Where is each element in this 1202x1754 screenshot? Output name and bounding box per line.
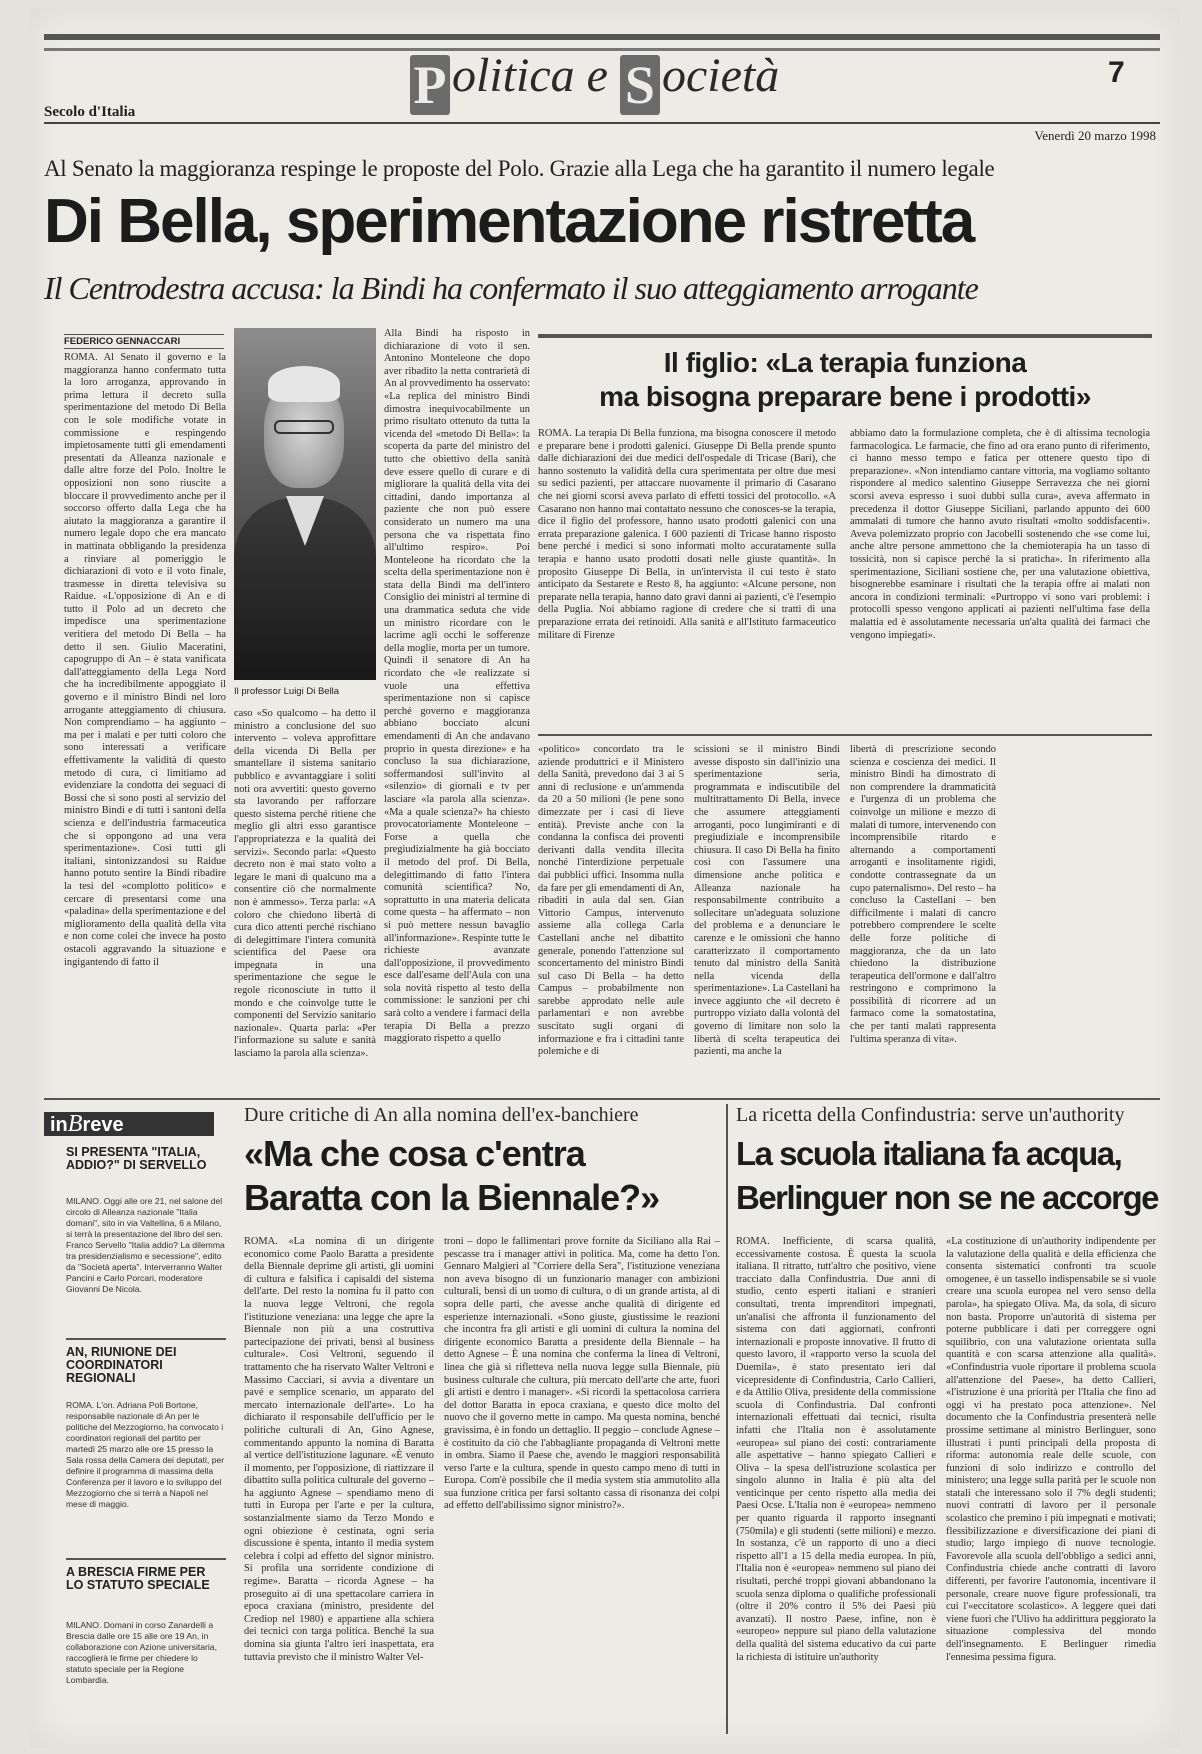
son-box-rule-top — [538, 334, 1152, 338]
scuola-headline-line-2: Berlinguer non se ne accorge — [736, 1179, 1158, 1216]
masthead-rule-top — [44, 34, 1160, 40]
son-box-title — [538, 346, 1152, 414]
section-title — [410, 48, 830, 122]
main-headline: Di Bella, sperimentazione ristretta — [44, 187, 974, 256]
son-box-col-1 — [538, 428, 836, 728]
son-box-text-2: abbiamo dato la formulazione completa, che è di altissima tecnologia farmacologica. Le farmacie, che fino ad ora erano punto di riferimento, ci hanno messo tempo e fatica per ottenere questo tipo di preparazione». «Non intendiamo cantare vittoria, ma vogliamo soltanto rispondere al medico salentino Giuseppe Serravezza che nei giorni scorsi aveva espresso i suoi dubbi sulla cura», aveva affermato in precedenza il dottor Giuseppe Siciliani, parlando appunto dei 600 ammalati di tumore che hanno avuto risultati «molto soddisfacenti». Aveva polemizzato proprio con Jacobelli sostenendo che «se come lui, anche altre persone ammettono che la chemioterapia ha un tasso di tossicità, non si capisce perché la si praticha». In riferimento alla sperimentazione, Siciliani sostiene che, per una valutazione obiettiva, bisognerebbe esaminare i risultati che la terapia offre ai malati non ancora in condizioni terminali: «Purtroppo vi sono vari problemi: i protocolli spesso vengono applicati ai pazienti nell'ultima fase della malattia ed è assolutamente necessaria un'alta qualità dei farmaci che vengono impiegati». — [850, 428, 1150, 641]
scuola-headline — [736, 1132, 1166, 1220]
biennale-headline-line-2: Baratta con la Biennale?» — [244, 1177, 660, 1218]
section-title-part1: olitica e — [452, 49, 620, 102]
scuola-headline-line-1: La scuola italiana fa acqua, — [736, 1135, 1122, 1172]
scuola-text-1: ROMA. Inefficiente, di scarsa qualità, eccessivamente costosa. È questa la scuola italiana. Il ritratto, tutt'altro che positivo, viene tracciato dalla Confindustria. Due anni di studio, cento esperti italiani e stranieri consultati, trenta imprenditori impegnati, un'analisi che affronta il funzionamento del sistema con dati aggiornati, confronti internazionali e proposte innovative. Il frutto di questo lavoro, il «rapporto verso la scuola del Duemila», è stato presentato ieri dal vicepresidente di Confindustria, Carlo Callieri, e da Attilio Oliva, presidente della commissione scuola di Confindustria. Dal confronti internazionali effettuati dai tecnici, risulta infatti che l'Italia non è assolutamente «europea» sul piano dei costi: contrariamente alle aspettative – hanno spiegato Callieri e Oliva – la spesa dell'istruzione scolastica per singolo alunno in Italia è più alta del venticinque per cento rispetto alla media dei Paesi Ocse. L'Italia non è «europea» nemmeno per quanto riguarda il rapporto insegnanti (750mila) e gli studenti (sette milioni) e mezzo. In sostanza, c'è un rapporto di uno a dieci rispetto all'1 a 15 della media europea. In più, l'Italia non è «europea» nemmeno sul piano dei risultati, perché troppi giovani abbandonano la scuola senza diploma o qualifiche professionali (oltre il 20% contro il 5% dei Paesi più avanzati). Il nostro Paese, infine, non è «europeo» neppure sul piano della valutazione della qualità del sistema educativo da cui parte la richiesta di istituire un'authority — [736, 1236, 936, 1663]
scuola-text-2: «La costituzione di un'authority indipendente per la valutazione della qualità e della efficienza che consenta sistematici confronti tra scuole omogenee, è un tassello indispensabile se si vuole creare una scuola europea nel vero senso della parola», ha spiegato Oliva. Ma, da sola, di sicuro non basta. Proporre un'autorità di sistema per poterne pubblicare i dati per correggere ogni squilibrio, con una valutazione orientata sulla quantità e con scarsa attenzione alla qualità». «Confindustria vuole riportare il problema scuola all'attenzione del Paese», ha detto Callieri, «l'istruzione è una priorità per l'Italia che fino ad oggi vi ha prestato poca attenzione». Nel documento che la Confindustria presenterà nelle prossime settimane al ministro Berlinguer, sono illustrati i punti principali della proposta di riforma: autonomia reale delle scuole, con funzioni di solo indirizzo e controllo del ministero; una legge sulla parità per le scuole non statali che interessano solo il 7% degli studenti; nuovi contratti di lavoro per il personale scolastico che premino i più impegnati e motivati; flessibilizzazione e diversificazione dei piani di studio; largo impiego di nuove tecnologie. Favorevole alla scuola dell'obbligo a sedici anni, Confindustria chiede anche contratti di lavoro differenti, per favorire l'autonomia, incentivare il personale, creare nuove figure professionali, tra cui l'«eccitatore scolastico». A leggere quei dati viene fuori che l'Ulivo ha addirittura peggiorato la situazione complessiva del mondo dell'insegnamento. E Berlinguer rimedia l'ennesima pessima figura. — [946, 1236, 1156, 1663]
section-title-initial-s: S — [620, 55, 660, 115]
son-box-col-2 — [850, 428, 1150, 728]
portrait-hair — [268, 366, 340, 402]
main-article-col-3 — [384, 328, 530, 1092]
son-box-title-line-1: Il figlio: «La terapia funziona — [663, 347, 1027, 378]
in-breve-header — [44, 1112, 214, 1136]
photo-caption: Il professor Luigi Di Bella — [234, 686, 340, 697]
brief-3-title: A BRESCIA FIRME PER LO STATUTO SPECIALE — [66, 1565, 210, 1592]
main-article-col-1 — [64, 352, 226, 1092]
biennale-text-1: ROMA. «La nomina di un dirigente economico come Paolo Baratta a presidente della Biennale deprime gli artisti, gli uomini di cultura e falsifica i capisaldi del sistema dell'arte. Del resto la nomina fu il patto con la nuova legge Veltroni, che regola l'istituzione veneziana: una legge che apre la Biennale non più a una costruttiva partecipazione dei privati, bensì al business culturale». Così Veltroni, seguendo il trattamento che ha riservato Walter Veltroni e Massimo Cacciari, si avvia a diventare un pavé e semplice scenario, un apparato del mercato internazionale dell'arte». Lo ha dichiarato il responsabile dell'ufficio per le politiche culturali di An, Gino Agnese, commentando appunto la nomina di Baratta al vertice dell'istituzione lagunare. «È venuto il momento, per l'opposizione, di riattizzare il dibattito sulla politica culturale del governo – ha aggiunto Agnese – spendiamo meno di tutti in Europa per l'arte e per la cultura, sostanzialmente siamo da Terzo Mondo e ogni obiezione è cestinata, ogni seria discussione è spenta, intanto il media system celebra i colpi ad effetto del signor ministro. Si profila una sorridente condizione di regime». Baratta – ricorda Agnese – ha proseguito ai di una spettacolare carriera in epoca craxiana (ministro, presidente del Crediop nel 1980) e appartiene alla schiera dei tecnici con targa politica. Benché la sua domina sia giunta l'altro ieri inaspettata, era tuttavia previsto che il ministro Walter Vel- — [244, 1236, 434, 1663]
brief-divider-1 — [66, 1338, 226, 1340]
newspaper-name: Secolo d'Italia — [44, 104, 136, 120]
brief-1-body: MILANO. Oggi alle ore 21, nel salone del circolo di Alleanza nazionale "Italia domani", sito in via Valtellina, 6 a Milano, si terrà la presentazione del libro del sen. Franco Servello "Italia addio? La dilemma tra presidenzialismo e secessione", edito da "Società aperta". Interverranno Walter Pancini e Carlo Porcari, moderatore Giovanni De Nicola. — [66, 1196, 225, 1294]
main-article-text-3: Alla Bindi ha risposto in dichiarazione di voto il sen. Antonino Monteleone che dopo aver ribadito la netta contrarietà di An al provvedimento ha osservato: «La replica del ministro Bindi dimostra inequivocabilmente un primo risultato ottenuto da tutta la vicenda del «metodo Di Bella»: la scoperta da parte del ministro del tutto che obiettivo della sanità deve essere quello di curare e di migliorare la qualità della vita dei cittadini, dando importanza al paziente che non può essere considerato un numero ma una persona che va rispettata fino all'ultimo respiro». Poi Monteleone ha ricordato che la scelta della sperimentazione non è stata della Bindi ma dell'intero Consiglio dei ministri al termine di una drammatica seduta che vide un ministro ricordare con le lacrime agli occhi le sofferenze della moglie, morta per un tumore. Quindi il senatore di An ha ricordato che «le realizzate si vuole una effettiva sperimentazione non si capisce perché governo e maggioranza abbiano bocciato alcuni emendamenti di An che andavano proprio in questa direzione» e ha concluso la sua dichiarazione, soffermandosi sull'invito al «silenzio» di giornali e tv per lasciare «la parola alla scienza». «Ma a quale scienza?» ha chiesto provocatoriamente Monteleone – Forse a quella che pregiudizialmente ha già bocciato il metodo del prof. Di Bella, delegittimando di fatto l'intera comunità scientifica? No, soprattutto in una materia delicata come questa – ha affermato – non si può mettere nessun bavaglio all'informazione». Respinte tutte le richieste avanzate dall'opposizione, il provvedimento esce dall'esame dell'Aula con una sola novità rispetto al testo della commissione: le sanzioni per chi sarà colto a vendere i farmaci della terapia Di Bella a prezzo maggiorato rispetto a quello — [384, 328, 530, 1045]
in-breve-label-in: in — [50, 1114, 68, 1136]
main-article-col-2 — [234, 708, 376, 1092]
section-divider — [44, 1098, 1160, 1100]
portrait-photo — [234, 328, 376, 680]
biennale-col-2 — [444, 1236, 720, 1736]
main-article-col-4 — [538, 744, 684, 1092]
main-article-text-5: scissioni se il ministro Bindi avesse disposto sin dall'inizio una sperimentazione seria, programmata e indiscutibile del multitrattamento Di Bella, invece che assumere atteggiamenti arroganti, poco lungimiranti e di pregiudiziale e incomprensibile chiusura. Il caso Di Bella ha finito così con l'assumere una dimensione anche politica e Alleanza nazionale ha responsabilmente contribuito a sollecitare un'adeguata soluzione del problema e a denunciare le carenze e le omissioni che hanno caratterizzato il comportamento tenuto dal ministro della Sanità nella vicenda della sperimentazione». La Castellani ha invece aggiunto che «il decreto è purtroppo viziato dalla volontà del governo di limitare non solo la libertà di scelta terapeutica dei pazienti, ma anche la — [694, 744, 840, 1058]
main-article-col-5 — [694, 744, 840, 1092]
biennale-text-2: troni – dopo le fallimentari prove fornite da Siciliano alla Rai – pescasse tra i manager attivi in politica. Ma, come ha detto l'on. Gennaro Malgieri al "Corriere della Sera", l'istituzione veneziana non aveva bisogno di un funzionario manager con ambizioni culturali, bensì di un uomo di cultura, o di un grande artista, al di sopra delle parti, che avesse anche qualità di dirigente ed esperienze internazionali. «Sono giuste, giustissime le reazioni che incontra fra gli artisti e gli uomini di cultura la nomina del dirigente economico Baratta a presidente della Biennale – ha detto Agnese – È una nomina che conferma la linea di Veltroni, linea che già si rifletteva nella nuova legge sulla Biennale, più business culturale che cultura, più mercato dell'arte che arte, fuori gli artisti e dentro i manager». «Si ricordi la spettacolosa carriera del dottor Baratta in epoca craxiana, e questo dice molto del nuovo che il governo mette in campo. Ma questa nomina, benché gravissima, è in fondo un dettaglio. Il peggio – conclude Agnese – è costituito da ciò che l'abbagliante propaganda di Veltroni mette in ombra. Siamo il Paese che, avendo le maggiori responsabilità verso l'arte e la cultura, spende in questo campo meno di tutti in Europa. Com'è possibile che il media system stia ammutolito alla sua funzione critica per farsi soltanto cassa di risonanza dei colpi ad effetto dell'abilissimo signor ministro?». — [444, 1236, 720, 1512]
brief-2-body: ROMA. L'on. Adriana Poli Bortone, responsabile nazionale di An per le politiche del Mezzogiorno, ha convocato i coordinatori regionali del partito per martedì 25 marzo alle ore 15 presso la Sala rossa della Camera dei deputati, per definire il programma di massima della Conferenza per il lavoro e lo sviluppo del Mezzogiorno che si terrà a Napoli nel mese di maggio. — [66, 1400, 225, 1509]
scuola-col-2 — [946, 1236, 1156, 1736]
biennale-kicker: Dure critiche di An alla nomina dell'ex-banchiere — [244, 1104, 639, 1126]
scuola-kicker: La ricetta della Confindustria: serve un'authority — [736, 1104, 1125, 1126]
main-article-text-4: «politico» concordato tra le aziende produttrici e il Ministero della Sanità, prevedono dai 3 ai 5 anni di reclusione e un'ammenda da 20 a 50 milioni (le pene sono dimezzate per i casi di lieve entità). Previste anche con la condanna la confisca dei proventi derivanti dalla vendita illecita nonché l'interdizione perpetuale dai pubblici uffici. Insomma nulla da fare per gli emendamenti di An, ribaditi in aula dal sen. Gian Vittorio Campus, intervenuto assieme alla collega Carla Castellani anche nel dibattito generale, ponendo l'attenzione sul sconcertamento del ministro Bindi sul caso Di Bella – ha detto Campus – probabilmente non sarebbe approdato nelle aule parlamentari e non avrebbe suscitato sugli organi di informazione e fra i cittadini tante polemiche e di — [538, 744, 684, 1058]
scuola-col-1 — [736, 1236, 936, 1736]
main-kicker: Al Senato la maggioranza respinge le proposte del Polo. Grazie alla Lega che ha garantito il numero legale — [44, 156, 995, 181]
brief-2-title: AN, RIUNIONE DEI COORDINATORI REGIONALI — [66, 1345, 177, 1385]
biennale-headline — [244, 1132, 724, 1220]
in-breve-label-reve: reve — [82, 1114, 124, 1136]
main-subhead: Il Centrodestra accusa: la Bindi ha confermato il suo atteggiamento arrogante — [44, 270, 978, 306]
son-box-title-line-2: ma bisogna preparare bene i prodotti» — [599, 381, 1091, 412]
main-article-text-1: ROMA. Al Senato il governo e la maggioranza hanno confermato tutta la loro arroganza, approvando in prima lettura il decreto sulla sperimentazione del metodo Di Bella con le sole modifiche votate in commissione e respingendo impietosamente tutti gli emendamenti presentati da Alleanza nazionale e dalle altre forze del Polo. Inoltre le opposizioni non sono riuscite a bloccare il provvedimento anche per il soccorso offerto dalla Lega che ha aiutato la maggioranza a garantire il numero legale dopo che era mancato in mattinata obbligando la presidenza a rinviare al pomeriggio le dichiarazioni di voto e il voto finale, trasmesse in diretta televisiva su Raidue. «L'opposizione di An e di tutto il Polo ad un decreto che impedisce una sperimentazione veritiera del metodo Di Bella – ha detto il sen. Giulio Maceratini, capogruppo di An – è stata vanificata dall'atteggiamento della Lega Nord che ha incredibilmente appoggiato il governo e il ministro Bindi nel loro arrogante atteggiamento di chiusura. Non comprendiamo – ha aggiunto – ma per i malati e per tutti coloro che sono interessati a verificare effettivamente la validità di questo metodo di cura, ci limitiamo ad evidenziare la condotta dei seguaci di Bossi che si sono posti al servizio del ministro Bindi e di tutti i santoni della scienza e dell'industria farmaceutica che si oppongono ad una vera sperimentazione». Così tutti gli italiani, sintonizzandosi su Raidue hanno potuto sentire la Bindi ribadire la tesi del «complotto politico» e cercare di presentarsi come una «paladina» della sperimentazione e del miglioramento della qualità della vita e non come colei che invece ha posto ostacoli aggravando la situazione e ingigantendo di fatto il — [64, 352, 226, 968]
biennale-col-1 — [244, 1236, 434, 1736]
main-article-col-6 — [850, 744, 996, 1092]
biennale-headline-line-1: «Ma che cosa c'entra — [244, 1133, 585, 1174]
section-title-initial-p: P — [410, 55, 450, 115]
section-title-part2: ocietà — [661, 49, 780, 102]
brief-divider-2 — [66, 1558, 226, 1560]
in-breve-label-b: B — [67, 1111, 83, 1137]
son-box-text-1: ROMA. La terapia Di Bella funziona, ma bisogna conoscere il metodo e preparare bene i prodotti galenici. Giuseppe Di Bella prende spunto dalle dichiarazioni dei due medici dell'ospedale di Tricase (Bari), che hanno sostenuto la validità della cura sperimentata per oltre due mesi su sedici pazienti, per attaccare nuovamente il primario di Casarano che nei giorni scorsi aveva parlato di effetti tossici del protocollo. «A Casarano non hanno mai contattato nessuno che conosces-se la terapia, dice il figlio del professore, hanno usato prodotti galenici con una errata preparazione galenica. I 600 pazienti di Tricase hanno risposto bene perché i medici si sono informati molto accuratamente sulla terapia e hanno usato prodotti dosati nelle giuste quantità». In proposito Giuseppe Di Bella, in un'intervista il cui testo è stato anticipato da Sestarete e Resto 8, ha aggiunto: «Alcune persone, non preparate nella terapia, hanno dato gravi danni ai pazienti, c'è l'esempio della Puglia. Noi abbiamo ragione di credere che si tratti di una preparazione errata dei retinoidi. Alla sanità e all'Istituto farmaceutico militare di Firenze — [538, 428, 836, 641]
main-article-text-2: caso «So qualcomo – ha detto il ministro a conclusione del suo intervento – voleva approfittare della vicenda Di Bella per smantellare il sistema sanitario pubblico e avvantaggiare i soliti noti ora avvertiti: questo governo sta lavorando per rafforzare questo sistema perché ritiene che meglio gli altri esso garantisce l'appropriatezza e la qualità dei servizi». Secondo parla: «Questo decreto non è mai stato volto a legare le mani di qualcuno ma a consentire ciò che normalmente non è ammesso». Terza parla: «A coloro che chiedono libertà di cura dico attenti perché rischiano di delegittimare l'intera comunità scientifica del Paese ora impegnata in una sperimentazione che segue le regole riconosciute in tutto il mondo e che coinvolge tutte le componenti del Servizio sanitario nazionale». Quarta parla: «Per l'informazione su salute e sanità lasciamo la parola alla scienza». — [234, 708, 376, 1060]
newspaper-page — [30, 8, 1180, 1748]
brief-3-body: MILANO. Domani in corso Zanardelli a Brescia dalle ore 15 alle ore 19 An, in collaborazione con Azione universitaria, raccoglierà le firme per chiedere lo statuto speciale per la Regione Lombardia. — [66, 1620, 217, 1685]
byline: FEDERICO GENNACCARI — [64, 334, 224, 349]
issue-date: Venerdì 20 marzo 1998 — [1034, 128, 1156, 143]
column-divider — [726, 1104, 728, 1734]
masthead-rule-bottom — [44, 122, 1160, 124]
brief-1-title: SI PRESENTA "ITALIA, ADDIO?" DI SERVELLO — [66, 1145, 207, 1172]
main-article-text-6: libertà di prescrizione secondo scienza e coscienza dei medici. Il ministro Bindi ha dimostrato di non comprendere la drammaticità e l'urgenza di un problema che coinvolge un milione e mezzo di malati di tumore, intervenendo con incomprensibile ritardo e alternando a comportamenti arroganti e insolitamente rigidi, condotte contrassegnate da un cupo paternalismo». Del resto – ha concluso la Castellani – ben difficilmente i malati di cancro potrebbero comprendere le scelte delle forze politiche di maggioranza, che da un lato chiedono la distribuzione terapeutica dell'ormone e dall'altro restringono e comprimono la possibilità di ricorrere ad un farmaco come la somatostatina, che per tanti malati rappresenta l'ultima speranza di vita». — [850, 744, 996, 1045]
page-number: 7 — [1108, 56, 1125, 89]
portrait-glasses — [274, 420, 334, 434]
son-box-rule-bottom — [538, 734, 1152, 736]
